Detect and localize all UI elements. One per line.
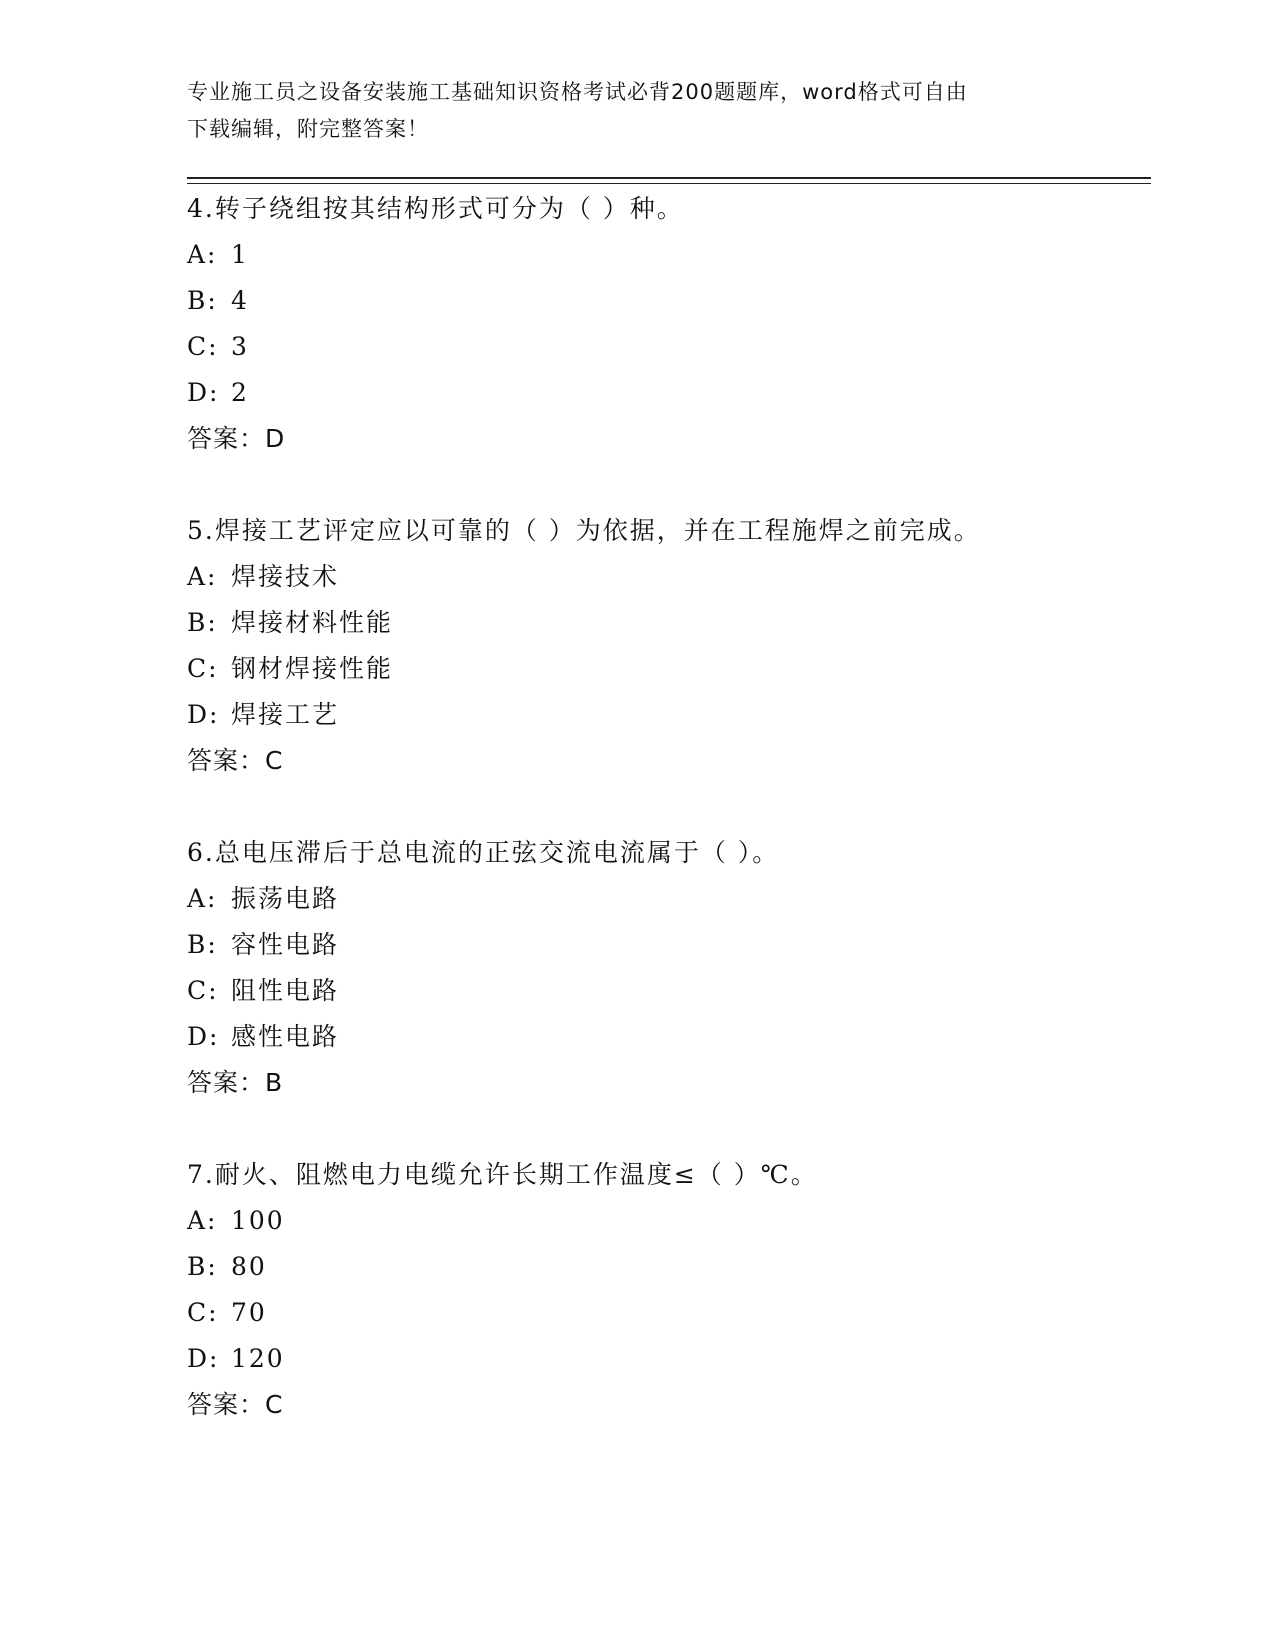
option-c xyxy=(187,968,1151,1014)
option-key: A: xyxy=(187,240,218,269)
question-block xyxy=(187,1152,1151,1428)
option-b xyxy=(187,600,1151,646)
option-text: 容性电路 xyxy=(231,930,340,959)
option-key: C: xyxy=(187,976,219,1005)
option-c xyxy=(187,324,1151,370)
option-key: A: xyxy=(187,1206,218,1235)
option-c xyxy=(187,1290,1151,1336)
answer-line: 答案：C xyxy=(187,746,284,775)
option-a xyxy=(187,554,1151,600)
option-text: 100 xyxy=(231,1206,285,1235)
option-key: D: xyxy=(187,700,220,729)
option-key: D: xyxy=(187,378,220,407)
option-c xyxy=(187,646,1151,692)
option-text: 1 xyxy=(231,240,249,269)
option-b xyxy=(187,1244,1151,1290)
option-d xyxy=(187,370,1151,416)
option-d xyxy=(187,692,1151,738)
option-text: 焊接工艺 xyxy=(231,700,340,729)
option-d xyxy=(187,1336,1151,1382)
option-text: 振荡电路 xyxy=(231,884,340,913)
option-key: B: xyxy=(187,286,218,315)
option-text: 感性电路 xyxy=(231,1022,340,1051)
answer-line: 答案：B xyxy=(187,1068,284,1097)
option-text: 80 xyxy=(231,1252,267,1281)
header-line-2: 下载编辑，附完整答案！ xyxy=(187,117,429,141)
option-a xyxy=(187,876,1151,922)
header-divider-thin xyxy=(187,183,1151,184)
header-divider-thick xyxy=(187,177,1151,179)
option-key: A: xyxy=(187,884,218,913)
option-b xyxy=(187,278,1151,324)
question-stem: 5.焊接工艺评定应以可靠的（ ）为依据，并在工程施焊之前完成。 xyxy=(187,516,981,545)
question-stem: 7.耐火、阻燃电力电缆允许长期工作温度≤（ ）℃。 xyxy=(187,1160,818,1189)
question-stem: 6.总电压滞后于总电流的正弦交流电流属于（ ）。 xyxy=(187,838,780,867)
option-text: 2 xyxy=(231,378,249,407)
option-text: 4 xyxy=(231,286,249,315)
option-key: C: xyxy=(187,654,219,683)
option-a xyxy=(187,232,1151,278)
option-text: 3 xyxy=(231,332,249,361)
option-text: 焊接技术 xyxy=(231,562,340,591)
option-key: B: xyxy=(187,930,218,959)
option-d xyxy=(187,1014,1151,1060)
header-line-1: 专业施工员之设备安装施工基础知识资格考试必背200题题库，word格式可自由 xyxy=(187,80,968,104)
option-key: C: xyxy=(187,332,219,361)
option-key: B: xyxy=(187,1252,218,1281)
option-key: C: xyxy=(187,1298,219,1327)
answer-line: 答案：C xyxy=(187,1390,284,1419)
document-header xyxy=(187,74,1067,148)
option-key: B: xyxy=(187,608,218,637)
option-a xyxy=(187,1198,1151,1244)
question-block xyxy=(187,508,1151,784)
option-text: 钢材焊接性能 xyxy=(231,654,394,683)
answer-line: 答案：D xyxy=(187,424,286,453)
question-block xyxy=(187,830,1151,1106)
option-key: D: xyxy=(187,1022,220,1051)
option-key: A: xyxy=(187,562,218,591)
option-key: D: xyxy=(187,1344,220,1373)
option-b xyxy=(187,922,1151,968)
question-block xyxy=(187,186,1151,462)
option-text: 焊接材料性能 xyxy=(231,608,394,637)
option-text: 120 xyxy=(231,1344,285,1373)
question-stem: 4.转子绕组按其结构形式可分为（ ）种。 xyxy=(187,194,684,223)
option-text: 阻性电路 xyxy=(231,976,340,1005)
option-text: 70 xyxy=(231,1298,267,1327)
